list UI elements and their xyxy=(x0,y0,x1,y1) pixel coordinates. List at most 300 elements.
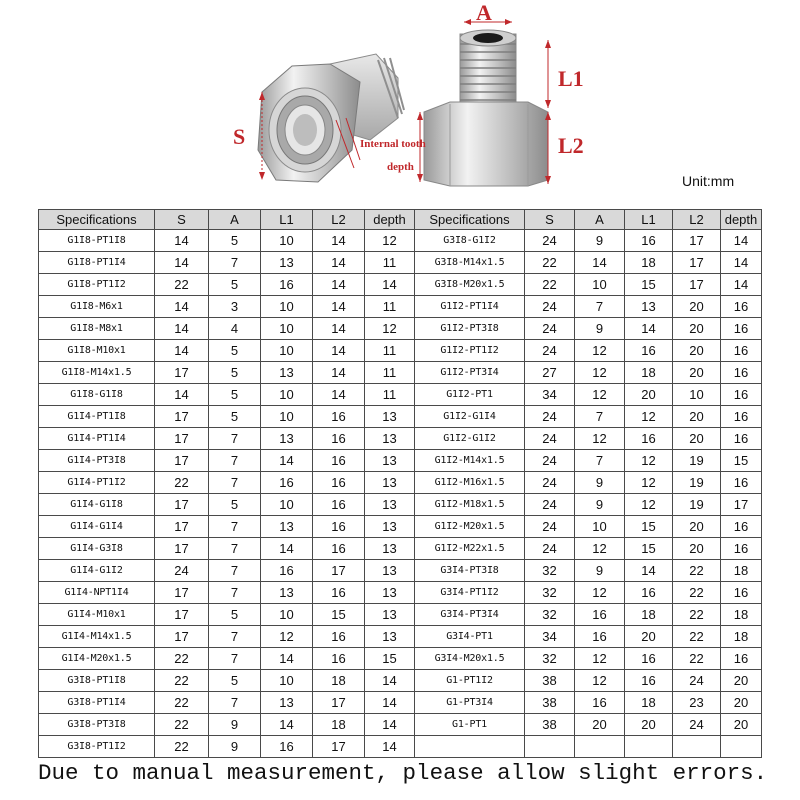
value-cell: 20 xyxy=(673,362,721,384)
specifications-table xyxy=(38,209,762,758)
value-cell: 22 xyxy=(155,670,209,692)
value-cell: 13 xyxy=(365,406,415,428)
value-cell: 32 xyxy=(525,560,575,582)
value-cell: 14 xyxy=(721,252,762,274)
value-cell: 16 xyxy=(575,626,625,648)
value-cell: 7 xyxy=(209,428,261,450)
value-cell: 18 xyxy=(625,692,673,714)
value-cell: 12 xyxy=(625,472,673,494)
value-cell: 22 xyxy=(673,582,721,604)
value-cell: 24 xyxy=(525,472,575,494)
table-row xyxy=(39,516,762,538)
value-cell: 4 xyxy=(209,318,261,340)
value-cell: 14 xyxy=(625,318,673,340)
value-cell: 3 xyxy=(209,296,261,318)
value-cell: 9 xyxy=(575,560,625,582)
spec-cell: G1I4-G1I8 xyxy=(39,494,155,516)
value-cell: 32 xyxy=(525,582,575,604)
spec-cell: G1I4-NPT1I4 xyxy=(39,582,155,604)
spec-cell: G3I4-PT3I8 xyxy=(415,560,525,582)
table-row xyxy=(39,494,762,516)
value-cell: 12 xyxy=(625,406,673,428)
value-cell: 18 xyxy=(625,362,673,384)
value-cell: 16 xyxy=(313,516,365,538)
value-cell: 14 xyxy=(155,340,209,362)
spec-cell: G1I2-PT3I4 xyxy=(415,362,525,384)
value-cell: 22 xyxy=(525,252,575,274)
table-row xyxy=(39,318,762,340)
column-header: L1 xyxy=(261,210,313,230)
value-cell: 17 xyxy=(673,274,721,296)
value-cell: 16 xyxy=(313,626,365,648)
value-cell: 9 xyxy=(209,736,261,758)
value-cell: 7 xyxy=(575,406,625,428)
value-cell: 13 xyxy=(365,582,415,604)
value-cell: 10 xyxy=(261,604,313,626)
value-cell: 18 xyxy=(721,604,762,626)
value-cell: 22 xyxy=(155,692,209,714)
value-cell: 5 xyxy=(209,384,261,406)
value-cell: 12 xyxy=(575,428,625,450)
value-cell: 16 xyxy=(261,560,313,582)
value-cell: 27 xyxy=(525,362,575,384)
spec-cell: G3I8-PT3I8 xyxy=(39,714,155,736)
value-cell xyxy=(525,736,575,758)
column-header: A xyxy=(575,210,625,230)
value-cell: 17 xyxy=(313,560,365,582)
spec-cell: G1I2-PT1I4 xyxy=(415,296,525,318)
value-cell: 20 xyxy=(673,318,721,340)
value-cell: 24 xyxy=(155,560,209,582)
value-cell: 17 xyxy=(155,362,209,384)
table-header-row xyxy=(39,210,762,230)
value-cell: 14 xyxy=(155,318,209,340)
depth-label: depth xyxy=(387,161,414,173)
value-cell: 20 xyxy=(673,296,721,318)
value-cell: 17 xyxy=(673,230,721,252)
value-cell: 5 xyxy=(209,274,261,296)
table-row xyxy=(39,714,762,736)
column-header: Specifications xyxy=(39,210,155,230)
value-cell: 18 xyxy=(625,252,673,274)
value-cell: 10 xyxy=(261,670,313,692)
value-cell: 16 xyxy=(313,450,365,472)
table-row xyxy=(39,560,762,582)
spec-cell: G3I4-PT1 xyxy=(415,626,525,648)
value-cell xyxy=(625,736,673,758)
value-cell: 16 xyxy=(625,230,673,252)
value-cell: 9 xyxy=(575,318,625,340)
spec-cell: G3I4-PT1I2 xyxy=(415,582,525,604)
value-cell: 14 xyxy=(313,252,365,274)
value-cell: 7 xyxy=(209,450,261,472)
value-cell: 13 xyxy=(261,692,313,714)
value-cell: 5 xyxy=(209,230,261,252)
unit-label: Unit:mm xyxy=(682,173,735,189)
value-cell: 18 xyxy=(721,626,762,648)
value-cell: 16 xyxy=(261,274,313,296)
spec-cell: G1I4-PT3I8 xyxy=(39,450,155,472)
value-cell: 16 xyxy=(313,582,365,604)
value-cell: 20 xyxy=(575,714,625,736)
value-cell: 13 xyxy=(365,516,415,538)
value-cell: 22 xyxy=(673,626,721,648)
spec-cell: G1-PT1 xyxy=(415,714,525,736)
value-cell: 10 xyxy=(261,230,313,252)
value-cell: 14 xyxy=(313,230,365,252)
column-header: A xyxy=(209,210,261,230)
value-cell: 16 xyxy=(313,538,365,560)
spec-cell: G3I8-G1I2 xyxy=(415,230,525,252)
value-cell: 19 xyxy=(673,450,721,472)
value-cell: 12 xyxy=(575,582,625,604)
value-cell: 11 xyxy=(365,296,415,318)
value-cell: 20 xyxy=(625,714,673,736)
column-header: Specifications xyxy=(415,210,525,230)
spec-cell: G1I2-M22x1.5 xyxy=(415,538,525,560)
table-row xyxy=(39,406,762,428)
value-cell: 14 xyxy=(261,648,313,670)
value-cell: 7 xyxy=(209,560,261,582)
table-row xyxy=(39,626,762,648)
value-cell: 17 xyxy=(155,494,209,516)
value-cell: 20 xyxy=(625,384,673,406)
value-cell: 20 xyxy=(673,406,721,428)
value-cell: 18 xyxy=(313,670,365,692)
table-row xyxy=(39,604,762,626)
value-cell: 17 xyxy=(155,406,209,428)
spec-cell: G1I8-M8x1 xyxy=(39,318,155,340)
value-cell: 16 xyxy=(625,582,673,604)
spec-cell: G1I4-M10x1 xyxy=(39,604,155,626)
column-header: S xyxy=(155,210,209,230)
value-cell: 14 xyxy=(721,274,762,296)
value-cell: 13 xyxy=(261,582,313,604)
value-cell: 17 xyxy=(155,538,209,560)
value-cell: 14 xyxy=(365,714,415,736)
internal-tooth-label: Internal tooth xyxy=(360,138,426,150)
table-row xyxy=(39,582,762,604)
value-cell: 20 xyxy=(673,340,721,362)
value-cell: 11 xyxy=(365,340,415,362)
value-cell: 16 xyxy=(625,648,673,670)
value-cell: 16 xyxy=(721,428,762,450)
value-cell: 5 xyxy=(209,604,261,626)
value-cell: 16 xyxy=(575,692,625,714)
dimension-label-s: S xyxy=(233,124,246,149)
value-cell: 38 xyxy=(525,670,575,692)
value-cell: 10 xyxy=(673,384,721,406)
value-cell: 10 xyxy=(261,340,313,362)
column-header: L2 xyxy=(313,210,365,230)
value-cell: 7 xyxy=(209,538,261,560)
value-cell: 22 xyxy=(155,274,209,296)
value-cell: 22 xyxy=(155,648,209,670)
value-cell: 12 xyxy=(625,494,673,516)
value-cell: 12 xyxy=(625,450,673,472)
dimension-label-l2: L2 xyxy=(558,133,584,158)
value-cell: 34 xyxy=(525,626,575,648)
value-cell: 5 xyxy=(209,362,261,384)
value-cell: 15 xyxy=(313,604,365,626)
spec-cell: G1I2-PT1 xyxy=(415,384,525,406)
value-cell: 24 xyxy=(525,296,575,318)
value-cell: 7 xyxy=(209,472,261,494)
spec-cell: G1I4-PT1I4 xyxy=(39,428,155,450)
table-row xyxy=(39,692,762,714)
column-header: L2 xyxy=(673,210,721,230)
value-cell: 16 xyxy=(721,516,762,538)
value-cell: 12 xyxy=(575,670,625,692)
value-cell: 12 xyxy=(365,230,415,252)
table-row xyxy=(39,648,762,670)
value-cell: 16 xyxy=(575,604,625,626)
value-cell: 13 xyxy=(261,252,313,274)
value-cell: 14 xyxy=(313,384,365,406)
table-row xyxy=(39,230,762,252)
value-cell: 16 xyxy=(721,296,762,318)
value-cell: 16 xyxy=(625,340,673,362)
value-cell: 24 xyxy=(525,340,575,362)
value-cell: 14 xyxy=(313,340,365,362)
value-cell: 38 xyxy=(525,692,575,714)
value-cell: 14 xyxy=(261,450,313,472)
table-row xyxy=(39,428,762,450)
value-cell: 16 xyxy=(313,428,365,450)
value-cell: 15 xyxy=(625,516,673,538)
spec-cell: G3I4-PT3I4 xyxy=(415,604,525,626)
value-cell: 14 xyxy=(313,318,365,340)
value-cell: 16 xyxy=(721,318,762,340)
value-cell: 17 xyxy=(155,428,209,450)
value-cell: 14 xyxy=(155,252,209,274)
table-row xyxy=(39,384,762,406)
value-cell: 15 xyxy=(625,274,673,296)
spec-cell: G1I4-PT1I8 xyxy=(39,406,155,428)
value-cell: 11 xyxy=(365,362,415,384)
value-cell: 14 xyxy=(155,230,209,252)
value-cell: 16 xyxy=(625,428,673,450)
value-cell: 11 xyxy=(365,384,415,406)
spec-cell: G1I8-M6x1 xyxy=(39,296,155,318)
spec-cell: G1I4-M14x1.5 xyxy=(39,626,155,648)
value-cell: 16 xyxy=(261,736,313,758)
value-cell: 32 xyxy=(525,648,575,670)
value-cell: 14 xyxy=(261,538,313,560)
table-row xyxy=(39,736,762,758)
value-cell: 22 xyxy=(155,472,209,494)
value-cell: 24 xyxy=(525,494,575,516)
value-cell: 5 xyxy=(209,340,261,362)
value-cell: 9 xyxy=(575,230,625,252)
spec-cell: G1I2-M20x1.5 xyxy=(415,516,525,538)
value-cell: 13 xyxy=(365,428,415,450)
value-cell: 17 xyxy=(155,604,209,626)
value-cell: 7 xyxy=(209,626,261,648)
value-cell: 24 xyxy=(525,406,575,428)
value-cell: 17 xyxy=(721,494,762,516)
value-cell: 14 xyxy=(365,736,415,758)
value-cell: 24 xyxy=(525,538,575,560)
value-cell: 17 xyxy=(155,582,209,604)
dimension-label-a: A xyxy=(476,0,492,25)
table-row xyxy=(39,252,762,274)
value-cell: 24 xyxy=(673,670,721,692)
fitting-illustration xyxy=(0,0,800,200)
table-row xyxy=(39,450,762,472)
value-cell: 12 xyxy=(575,538,625,560)
value-cell: 13 xyxy=(261,428,313,450)
table-row xyxy=(39,472,762,494)
value-cell: 13 xyxy=(365,450,415,472)
value-cell: 7 xyxy=(209,648,261,670)
value-cell: 14 xyxy=(575,252,625,274)
spec-cell: G1I8-PT1I8 xyxy=(39,230,155,252)
table-row xyxy=(39,362,762,384)
value-cell: 14 xyxy=(365,670,415,692)
spec-cell: G1I2-M18x1.5 xyxy=(415,494,525,516)
value-cell: 13 xyxy=(365,472,415,494)
value-cell: 22 xyxy=(155,714,209,736)
value-cell: 10 xyxy=(261,384,313,406)
value-cell: 13 xyxy=(625,296,673,318)
value-cell: 7 xyxy=(575,450,625,472)
value-cell: 19 xyxy=(673,472,721,494)
table-row xyxy=(39,340,762,362)
value-cell: 12 xyxy=(365,318,415,340)
value-cell xyxy=(575,736,625,758)
value-cell: 12 xyxy=(261,626,313,648)
value-cell: 13 xyxy=(365,626,415,648)
value-cell: 14 xyxy=(313,362,365,384)
value-cell: 17 xyxy=(313,736,365,758)
spec-cell: G1I4-G3I8 xyxy=(39,538,155,560)
value-cell: 22 xyxy=(673,604,721,626)
value-cell: 16 xyxy=(261,472,313,494)
value-cell: 20 xyxy=(673,516,721,538)
value-cell: 22 xyxy=(525,274,575,296)
value-cell: 5 xyxy=(209,670,261,692)
spec-cell: G1I2-PT3I8 xyxy=(415,318,525,340)
value-cell: 14 xyxy=(155,384,209,406)
value-cell: 7 xyxy=(209,582,261,604)
measurement-note: Due to manual measurement, please allow slight errors. xyxy=(38,760,768,786)
spec-cell: G3I8-M20x1.5 xyxy=(415,274,525,296)
value-cell: 16 xyxy=(313,406,365,428)
spec-cell: G1I8-M10x1 xyxy=(39,340,155,362)
spec-cell: G1I2-G1I4 xyxy=(415,406,525,428)
value-cell: 5 xyxy=(209,494,261,516)
value-cell: 18 xyxy=(625,604,673,626)
value-cell: 9 xyxy=(575,472,625,494)
spec-cell: G1I2-G1I2 xyxy=(415,428,525,450)
value-cell: 14 xyxy=(625,560,673,582)
value-cell: 10 xyxy=(261,494,313,516)
value-cell: 24 xyxy=(525,516,575,538)
value-cell: 7 xyxy=(209,516,261,538)
value-cell: 20 xyxy=(721,714,762,736)
value-cell: 9 xyxy=(209,714,261,736)
dimension-label-l1: L1 xyxy=(558,66,584,91)
value-cell: 16 xyxy=(721,472,762,494)
value-cell: 10 xyxy=(575,274,625,296)
value-cell: 16 xyxy=(721,340,762,362)
value-cell: 16 xyxy=(721,582,762,604)
value-cell: 12 xyxy=(575,362,625,384)
value-cell: 17 xyxy=(155,626,209,648)
left-fitting xyxy=(258,54,404,182)
spec-cell: G1-PT3I4 xyxy=(415,692,525,714)
spec-cell: G1I4-G1I2 xyxy=(39,560,155,582)
spec-cell: G1I4-G1I4 xyxy=(39,516,155,538)
column-header: depth xyxy=(721,210,762,230)
value-cell: 20 xyxy=(673,538,721,560)
value-cell: 9 xyxy=(575,494,625,516)
spec-cell: G3I4-M20x1.5 xyxy=(415,648,525,670)
value-cell: 11 xyxy=(365,252,415,274)
value-cell: 13 xyxy=(365,494,415,516)
spec-cell: G1I2-M16x1.5 xyxy=(415,472,525,494)
value-cell: 5 xyxy=(209,406,261,428)
table-row xyxy=(39,538,762,560)
value-cell: 14 xyxy=(365,692,415,714)
value-cell: 17 xyxy=(313,692,365,714)
value-cell: 18 xyxy=(721,560,762,582)
spec-cell: G3I8-M14x1.5 xyxy=(415,252,525,274)
value-cell: 24 xyxy=(525,428,575,450)
spec-cell: G1I8-M14x1.5 xyxy=(39,362,155,384)
column-header: S xyxy=(525,210,575,230)
value-cell: 24 xyxy=(525,318,575,340)
value-cell: 16 xyxy=(625,670,673,692)
value-cell: 20 xyxy=(721,670,762,692)
value-cell: 16 xyxy=(313,648,365,670)
value-cell: 14 xyxy=(313,296,365,318)
value-cell: 34 xyxy=(525,384,575,406)
spec-cell: G3I8-PT1I4 xyxy=(39,692,155,714)
value-cell: 15 xyxy=(365,648,415,670)
value-cell: 14 xyxy=(721,230,762,252)
value-cell: 24 xyxy=(525,450,575,472)
spec-cell: G1I2-M14x1.5 xyxy=(415,450,525,472)
value-cell: 16 xyxy=(313,494,365,516)
spec-cell: G3I8-PT1I2 xyxy=(39,736,155,758)
value-cell: 15 xyxy=(721,450,762,472)
value-cell: 16 xyxy=(721,384,762,406)
value-cell: 23 xyxy=(673,692,721,714)
value-cell: 22 xyxy=(155,736,209,758)
value-cell: 12 xyxy=(575,648,625,670)
value-cell: 20 xyxy=(625,626,673,648)
spec-cell: G1I8-G1I8 xyxy=(39,384,155,406)
value-cell: 14 xyxy=(313,274,365,296)
spec-cell xyxy=(415,736,525,758)
spec-cell: G1-PT1I2 xyxy=(415,670,525,692)
value-cell: 12 xyxy=(575,384,625,406)
column-header: L1 xyxy=(625,210,673,230)
value-cell: 32 xyxy=(525,604,575,626)
value-cell: 16 xyxy=(313,472,365,494)
spec-cell: G3I8-PT1I8 xyxy=(39,670,155,692)
value-cell: 7 xyxy=(575,296,625,318)
value-cell xyxy=(673,736,721,758)
spec-cell: G1I8-PT1I2 xyxy=(39,274,155,296)
value-cell: 18 xyxy=(313,714,365,736)
right-fitting xyxy=(417,19,551,186)
value-cell: 24 xyxy=(525,230,575,252)
value-cell: 17 xyxy=(155,450,209,472)
value-cell: 16 xyxy=(721,538,762,560)
